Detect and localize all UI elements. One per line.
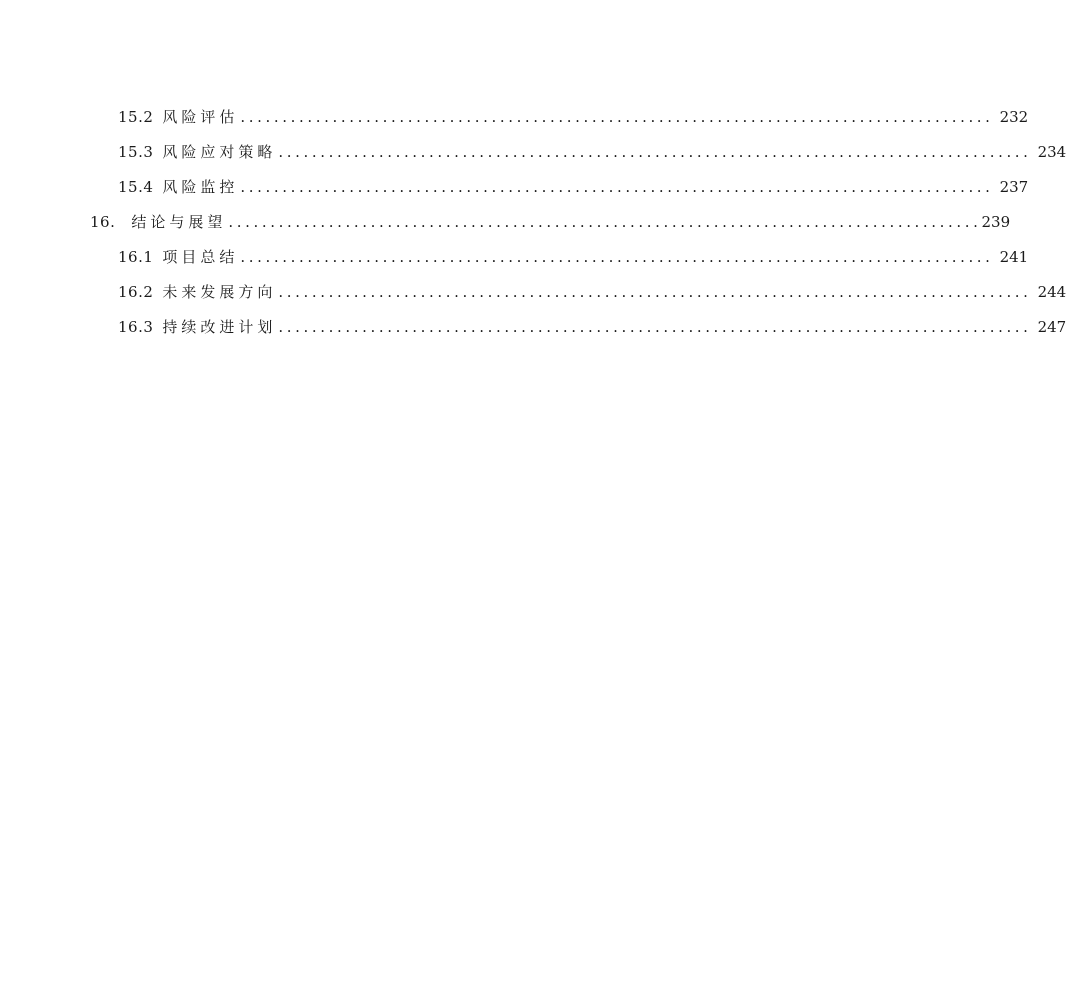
toc-entry-title: 风险监控 bbox=[162, 178, 239, 196]
toc-dot-leader: .......................................................................................... bbox=[240, 108, 994, 126]
toc-entry-title: 风险应对策略 bbox=[162, 143, 277, 161]
toc-entry-page: 237 bbox=[999, 178, 1029, 196]
toc-entry-title: 风险评估 bbox=[162, 108, 239, 126]
toc-dot-leader: .......................................................................................... bbox=[240, 178, 994, 196]
toc-entry-number: 16. bbox=[90, 213, 116, 231]
toc-entry-number: 16.2 bbox=[118, 283, 154, 301]
toc-entry-16[interactable] bbox=[90, 211, 1011, 246]
toc-entry-page: 234 bbox=[1037, 143, 1066, 161]
toc-entry-16-1[interactable] bbox=[118, 246, 1029, 281]
toc-entry-16-3[interactable] bbox=[118, 316, 1066, 351]
toc-entry-number: 15.3 bbox=[118, 143, 154, 161]
toc-entry-15-3[interactable] bbox=[118, 141, 1066, 176]
toc-dot-leader: .......................................................................................... bbox=[278, 283, 1032, 301]
toc-entry-number: 15.2 bbox=[118, 108, 154, 126]
toc-entry-title: 持续改进计划 bbox=[162, 318, 277, 336]
toc-entry-15-4[interactable] bbox=[118, 176, 1029, 211]
toc-entry-page: 239 bbox=[981, 213, 1011, 231]
toc-entry-title: 项目总结 bbox=[162, 248, 239, 266]
toc-dot-leader: .......................................................................................... bbox=[278, 143, 1032, 161]
toc-entry-title: 结论与展望 bbox=[131, 213, 227, 231]
toc-entry-page: 244 bbox=[1037, 283, 1066, 301]
toc-entry-number: 16.1 bbox=[118, 248, 154, 266]
toc-dot-leader: .......................................................................................... bbox=[278, 318, 1032, 336]
toc-entry-page: 241 bbox=[999, 248, 1029, 266]
toc-entry-page: 232 bbox=[999, 108, 1029, 126]
toc-entry-number: 15.4 bbox=[118, 178, 154, 196]
toc-entry-number: 16.3 bbox=[118, 318, 154, 336]
toc-entry-page: 247 bbox=[1037, 318, 1066, 336]
toc-entry-15-2[interactable] bbox=[118, 106, 1029, 141]
toc-dot-leader: .......................................................................................... bbox=[228, 213, 982, 231]
toc-dot-leader: .......................................................................................... bbox=[240, 248, 994, 266]
toc-entry-16-2[interactable] bbox=[118, 281, 1066, 316]
toc-entry-title: 未来发展方向 bbox=[162, 283, 277, 301]
